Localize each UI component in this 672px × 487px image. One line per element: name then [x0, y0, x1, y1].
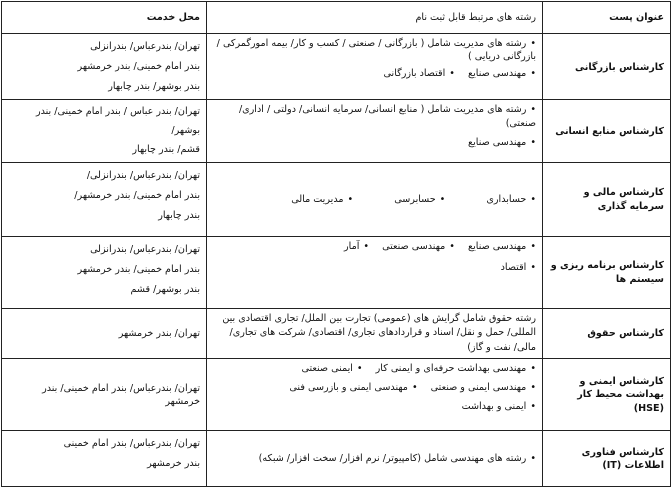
field-item: حسابداری — [486, 193, 527, 205]
field-item: مهندسی صنایع — [468, 240, 527, 252]
field-item: مدیریت مالی — [291, 193, 344, 205]
field-item: ایمنی صنعتی — [301, 363, 353, 375]
location-cell — [2, 34, 207, 100]
location-line: بندر امام خمینی/ بندر خرمشهر/ — [74, 189, 200, 201]
field-item: مهندسی صنایع — [468, 68, 527, 80]
field-item: اقتصاد بازرگانی — [383, 68, 446, 80]
table-row — [2, 34, 671, 100]
location-cell — [2, 100, 207, 162]
location-line: تهران/ بندرعباس/ بندر امام خمینی — [63, 438, 200, 450]
job-title: کارشناس برنامه ریزی و سیستم ها — [543, 236, 671, 308]
header-fields: رشته های مرتبط قابل ثبت نام — [207, 2, 543, 34]
header-row — [2, 2, 671, 34]
location-cell — [2, 308, 207, 359]
field-item: مهندسی بهداشت حرفه‌ای و ایمنی کار — [375, 363, 527, 375]
field-item: مهندسی صنایع — [468, 136, 527, 148]
location-line: بندر امام خمینی/ بندر خرمشهر — [77, 263, 200, 275]
fields-cell: •رشته های مهندسی شامل (کامپیوتر/ نرم افزار/ سخت افزار/ شبکه) — [207, 431, 543, 487]
job-title: کارشناس مالی و سرمایه گذاری — [543, 162, 671, 236]
field-item: رشته های مهندسی شامل (کامپیوتر/ نرم افزار/ سخت افزار/ شبکه) — [258, 453, 527, 465]
location-cell — [2, 162, 207, 236]
table-row — [2, 100, 671, 162]
location-line: بندر بوشهر/ بندر چابهار — [108, 81, 200, 93]
field-item: مهندسی ایمنی و بازرسی فنی — [289, 381, 408, 393]
fields-cell: •رشته های مدیریت شامل ( منابع انسانی/ سرمایه انسانی/ دولتی / اداری/ صنعتی) •مهندسی صنایع — [207, 100, 543, 162]
field-item: مهندسی ایمنی و صنعتی — [430, 381, 527, 393]
table-row — [2, 308, 671, 359]
field-item: رشته حقوق شامل گرایش های (عمومی) تجارت بین الملل/ تجاری اقتصادی بین المللی/ حمل و نقل/ اسناد و قراردادهای تجاری/ اقتصادی/ شرکت های تجاری/ مالی/ نفت و گاز) — [222, 312, 536, 354]
job-title: کارشناس حقوق — [543, 308, 671, 359]
location-line: تهران/ بندر خرمشهر — [118, 328, 200, 340]
header-location: محل خدمت — [2, 2, 207, 34]
location-line: بندر بوشهر/ قشم — [130, 283, 200, 295]
location-line: تهران/ بندرعباس/ بندرانزلی/ — [86, 169, 200, 181]
location-line: تهران/ بندرعباس/ بندر امام خمینی/ بندر خرمشهر — [42, 382, 200, 408]
location-line: تهران/ بندرعباس/ بندرانزلی — [90, 243, 200, 255]
table-row — [2, 236, 671, 308]
fields-cell: •مهندسی صنایع •مهندسی صنعتی •آمار •اقتصاد — [207, 236, 543, 308]
location-line: تهران/ بندر عباس / بندر امام خمینی/ بندر بوشهر/ — [35, 106, 200, 137]
location-cell — [2, 236, 207, 308]
location-line: قشم/ بندر چابهار — [132, 143, 200, 155]
field-item: مهندسی صنعتی — [382, 240, 446, 252]
fields-cell: •حسابداری •حسابرسی •مدیریت مالی — [207, 162, 543, 236]
job-title: کارشناس بازرگانی — [543, 34, 671, 100]
location-cell — [2, 359, 207, 431]
field-item: آمار — [344, 240, 360, 252]
job-title: کارشناس ایمنی و بهداشت محیط کار (HSE) — [543, 359, 671, 431]
fields-cell: •مهندسی بهداشت حرفه‌ای و ایمنی کار •ایمنی صنعتی •مهندسی ایمنی و صنعتی •مهندسی ایمنی و بازرسی فنی •ایمنی و بهداشت — [207, 359, 543, 431]
location-line: بندر خرمشهر — [147, 458, 200, 470]
table-row — [2, 162, 671, 236]
table-row — [2, 431, 671, 487]
location-line: تهران/ بندرعباس/ بندرانزلی — [90, 41, 200, 52]
job-title: کارشناس منابع انسانی — [543, 100, 671, 162]
field-item: ایمنی و بهداشت — [461, 400, 527, 412]
field-item: رشته های مدیریت شامل ( بازرگانی / صنعتی / کسب و کار/ بیمه امورگمرکی / بازرگانی دریایی ) — [216, 38, 536, 63]
field-item: رشته های مدیریت شامل ( منابع انسانی/ سرمایه انسانی/ دولتی / اداری/ صنعتی) — [238, 104, 536, 129]
location-line: بندر امام خمینی/ بندر خرمشهر — [77, 61, 200, 73]
job-title: کارشناس فناوری اطلاعات (IT) — [543, 431, 671, 487]
location-cell — [2, 431, 207, 487]
fields-cell — [207, 308, 543, 359]
header-title: عنوان پست — [543, 2, 671, 34]
field-item: اقتصاد — [500, 261, 527, 273]
table-row — [2, 359, 671, 431]
field-item: حسابرسی — [394, 193, 436, 205]
fields-cell: •رشته های مدیریت شامل ( بازرگانی / صنعتی / کسب و کار/ بیمه امورگمرکی / بازرگانی دریایی ) •مهندسی صنایع •اقتصاد بازرگانی — [207, 34, 543, 100]
location-line: بندر چابهار — [158, 209, 200, 221]
jobs-table — [1, 1, 671, 487]
